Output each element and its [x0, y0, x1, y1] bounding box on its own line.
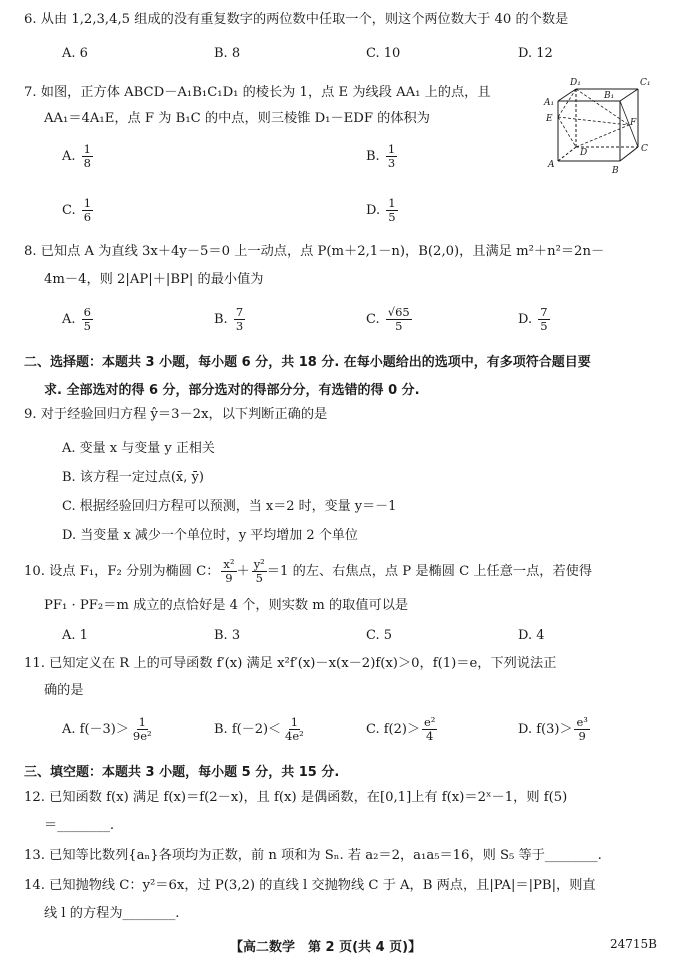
q9-stem: 9. 对于经验回归方程 ŷ＝3－2x，以下判断正确的是	[24, 407, 328, 422]
q10-option-c: C. 5	[366, 628, 393, 643]
label-d: D	[580, 148, 588, 158]
section3-heading: 三、填空题：本题共 3 小题，每小题 5 分，共 15 分.	[24, 765, 340, 780]
q9-option-c: C. 根据经验回归方程可以预测，当 x＝2 时，变量 y＝－1	[62, 499, 397, 514]
cube-figure	[540, 75, 660, 185]
q7-stem-line2: AA₁＝4A₁E，点 F 为 B₁C 的中点，则三棱锥 D₁－EDF 的体积为	[44, 111, 430, 126]
q6-option-d: D. 12	[518, 46, 553, 61]
q12-stem-line1: 12. 已知函数 f(x) 满足 f(x)＝f(2－x)，且 f(x) 是偶函数，在[0,1]上有 f(x)＝2ˣ－1，则 f(5)	[24, 790, 568, 805]
label-a1: A₁	[544, 98, 555, 108]
q10-stem-line2: PF₁ · PF₂＝m 成立的点恰好是 4 个，则实数 m 的取值可以是	[44, 598, 409, 613]
q11-option-c: C. f(2)＞ $\frac{\text{e²}}{4}$	[366, 715, 436, 743]
label-b: B	[612, 166, 619, 176]
q7-option-d: D. $\frac{1}{5}$	[366, 196, 396, 224]
q9-option-a: A. 变量 x 与变量 y 正相关	[62, 441, 215, 456]
q11-option-b: B. f(－2)＜ $\frac{1}{\text{4e²}}$	[214, 715, 304, 743]
section2-heading-line2: 求. 全部选对的得 6 分，部分选对的得部分分，有选错的得 0 分.	[44, 383, 420, 398]
exam-code: 24715B	[610, 937, 657, 951]
label-d1: D₁	[570, 78, 581, 88]
section2-heading: 二、选择题：本题共 3 小题，每小题 6 分，共 18 分. 在每小题给出的选项中，有多项符合题目要	[24, 355, 591, 370]
q9-option-d: D. 当变量 x 减少一个单位时，y 平均增加 2 个单位	[62, 528, 358, 543]
q7-option-c: C. $\frac{1}{6}$	[62, 196, 92, 224]
q8-option-d: D. $\frac{7}{5}$	[518, 305, 548, 333]
q11-option-d: D. f(3)＞ $\frac{\text{e³}}{9}$	[518, 715, 588, 743]
q6-stem: 6. 从由 1,2,3,4,5 组成的没有重复数字的两位数中任取一个，则这个两位数大于 40 的个数是	[24, 12, 569, 27]
q13-stem: 13. 已知等比数列{aₙ}各项均为正数，前 n 项和为 Sₙ. 若 a₂＝2，a₁a₅＝16，则 S₅ 等于________.	[24, 848, 602, 863]
q8-stem-line1: 8. 已知点 A 为直线 3x＋4y－5＝0 上一动点，点 P(m＋2,1－n)，B(2,0)，且满足 m²＋n²＝2n－	[24, 244, 605, 259]
q7-option-a: A. $\frac{1}{8}$	[62, 142, 91, 170]
q10-option-a: A. 1	[62, 628, 88, 643]
label-c1: C₁	[640, 78, 651, 88]
q11-stem-line1: 11. 已知定义在 R 上的可导函数 f′(x) 满足 x²f′(x)－x(x－2)f(x)＞0，f(1)＝e，下列说法正	[24, 656, 557, 671]
q10-option-d: D. 4	[518, 628, 545, 643]
q8-option-a: A. $\frac{6}{5}$	[62, 305, 91, 333]
q7-stem-line1: 7. 如图，正方体 ABCD－A₁B₁C₁D₁ 的棱长为 1，点 E 为线段 AA₁ 上的点，且	[24, 85, 491, 100]
q11-stem-line2: 确的是	[44, 683, 84, 698]
q14-stem-line2: 线 l 的方程为________.	[44, 906, 180, 921]
q14-stem-line1: 14. 已知抛物线 C：y²＝6x，过 P(3,2) 的直线 l 交抛物线 C 于 A，B 两点，且|PA|＝|PB|，则直	[24, 878, 596, 893]
label-a: A	[548, 160, 555, 170]
page-footer: 【高二数学 第 2 页(共 4 页)】	[230, 940, 422, 955]
q9-option-b: B. 该方程一定过点(x̄, ȳ)	[62, 470, 204, 485]
q11-option-a: A. f(－3)＞ $\frac{1}{\text{9e²}}$	[62, 715, 152, 743]
q6-option-c: C. 10	[366, 46, 401, 61]
label-e: E	[546, 114, 553, 124]
q6-option-a: A. 6	[62, 46, 88, 61]
label-c: C	[641, 144, 648, 154]
q10-option-b: B. 3	[214, 628, 241, 643]
q8-stem-line2: 4m－4，则 2|AP|＋|BP| 的最小值为	[44, 272, 264, 287]
q7-option-b: B. $\frac{1}{3}$	[366, 142, 396, 170]
q8-option-c: C. $\frac{√65}{5}$	[366, 305, 410, 333]
q6-option-b: B. 8	[214, 46, 241, 61]
label-f: F	[630, 118, 637, 128]
q8-option-b: B. $\frac{7}{3}$	[214, 305, 244, 333]
q10-stem-line1: 10. 设点 F₁，F₂ 分别为椭圆 C： $\frac{\text{x²}}{9}$ ＋ $\frac{\text{y²}}{5}$ ＝1 的左、右焦点，点 P 是椭圆 C 上任意一点，若使得	[24, 557, 593, 585]
label-b1: B₁	[604, 91, 615, 101]
q12-stem-line2: ＝________.	[44, 818, 115, 833]
